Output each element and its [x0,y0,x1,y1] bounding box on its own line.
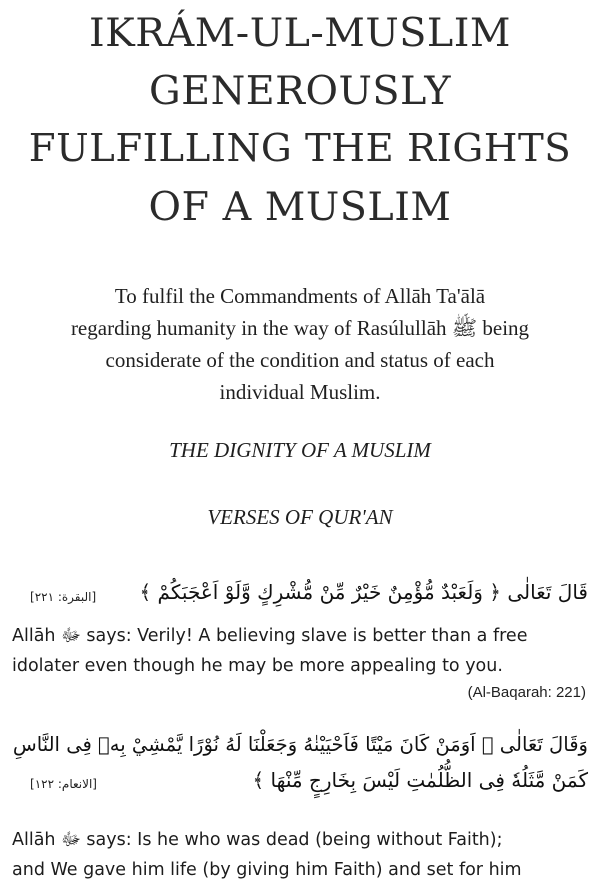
translation-line: Allāh ﷻ says: Is he who was dead (being without Faith); [12,830,503,850]
section-heading: THE DIGNITY OF A MUSLIM [169,438,431,462]
title-line: IKRÁM-UL-MUSLIM [89,10,511,56]
verse1-translation [12,621,587,681]
page-title [0,4,600,236]
translation-line: and We gave him life (by giving him Faith) and set for him [12,860,522,880]
verse2-arabic-line1: وَقَالَ تَعَالٰى ﴿ اَوَمَنْ كَانَ مَيْتًا فَاَحْيَيْنٰهُ وَجَعَلْنَا لَهُ نُوْرًا يَّمْشِيْ بِهٖ فِى النَّاسِ [12,733,588,756]
intro-line: regarding humanity in the way of Rasúlullāh ﷺ being [70,316,530,340]
intro-paragraph [30,280,570,408]
title-line: FULFILLING THE RIGHTS [28,126,572,171]
verse2-arabic-reference: [الانعام: ١٢٢] [30,777,97,791]
intro-line: considerate of the condition and status of each [105,348,495,372]
translation-line: idolater even though he may be more appealing to you. [12,656,503,676]
verse1-arabic-text: قَالَ تَعَالٰى ﴿ وَلَعَبْدٌ مُّؤْمِنٌ خَيْرٌ مِّنْ مُّشْرِكٍ وَّلَوْ اَعْجَبَكُمْ ﴾ [139,580,588,604]
subsection-heading: VERSES OF QUR'AN [207,505,393,529]
intro-line: individual Muslim. [219,380,381,404]
verse1-arabic-reference: [البقرة: ٢٢١] [30,590,97,604]
translation-line: Allāh ﷻ says: Verily! A believing slave is better than a free [12,626,528,646]
title-line: OF A MUSLIM [148,184,452,230]
title-line: GENEROUSLY [149,68,451,114]
verse1-reference: (Al-Baqarah: 221) [467,684,586,701]
intro-line: To fulfil the Commandments of Allāh Ta'ālā [114,284,486,308]
verse2-translation [12,825,587,885]
verse2-arabic-line2: كَمَنْ مَّثَلُهٗ فِى الظُّلُمٰتِ لَيْسَ بِخَارِجٍ مِّنْهَا ﴾ [252,768,588,792]
